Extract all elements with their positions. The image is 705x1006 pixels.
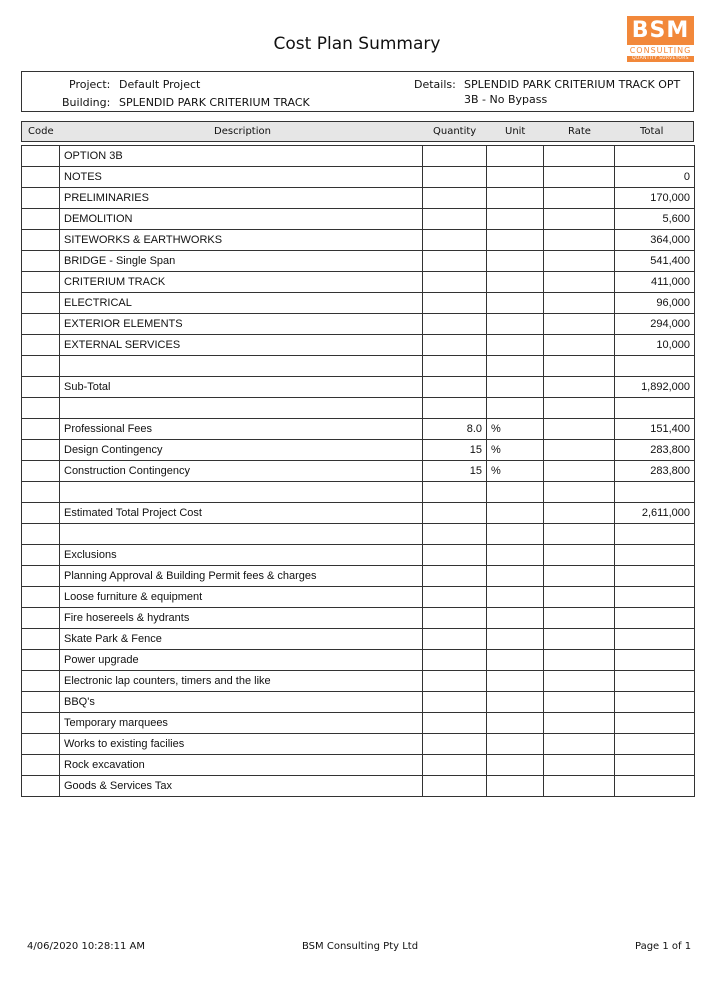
- row-total: 364,000: [615, 230, 695, 251]
- row-rate: [544, 503, 615, 524]
- table-row: [22, 629, 695, 650]
- row-description: ELECTRICAL: [60, 293, 423, 314]
- row-unit: [487, 272, 544, 293]
- row-unit: [487, 251, 544, 272]
- table-row: [22, 398, 695, 419]
- row-rate: [544, 398, 615, 419]
- row-quantity: [423, 335, 487, 356]
- table-row: [22, 335, 695, 356]
- row-description: BBQ's: [60, 692, 423, 713]
- row-total: 10,000: [615, 335, 695, 356]
- row-description: SITEWORKS & EARTHWORKS: [60, 230, 423, 251]
- row-description: PRELIMINARIES: [60, 188, 423, 209]
- details-line-1: SPLENDID PARK CRITERIUM TRACK OPT: [464, 78, 681, 91]
- row-rate: [544, 629, 615, 650]
- row-total: [615, 398, 695, 419]
- row-quantity: [423, 608, 487, 629]
- row-code: [22, 230, 60, 251]
- row-rate: [544, 356, 615, 377]
- row-quantity: [423, 251, 487, 272]
- table-row: [22, 167, 695, 188]
- row-rate: [544, 713, 615, 734]
- cost-table: [21, 145, 695, 797]
- row-unit: [487, 545, 544, 566]
- table-row: [22, 482, 695, 503]
- row-code: [22, 356, 60, 377]
- row-description: Power upgrade: [60, 650, 423, 671]
- col-description: Description: [214, 126, 271, 137]
- row-unit: [487, 608, 544, 629]
- table-row: [22, 314, 695, 335]
- table-header: [21, 121, 694, 142]
- row-total: [615, 146, 695, 167]
- row-quantity: [423, 167, 487, 188]
- row-total: 151,400: [615, 419, 695, 440]
- row-rate: [544, 251, 615, 272]
- table-row: [22, 671, 695, 692]
- row-description: CRITERIUM TRACK: [60, 272, 423, 293]
- row-total: 411,000: [615, 272, 695, 293]
- row-total: 0: [615, 167, 695, 188]
- row-total: [615, 566, 695, 587]
- row-unit: [487, 692, 544, 713]
- row-quantity: [423, 524, 487, 545]
- row-code: [22, 314, 60, 335]
- row-description: Professional Fees: [60, 419, 423, 440]
- row-description: Works to existing facilies: [60, 734, 423, 755]
- row-code: [22, 293, 60, 314]
- row-code: [22, 608, 60, 629]
- row-quantity: [423, 209, 487, 230]
- row-rate: [544, 230, 615, 251]
- row-description: Temporary marquees: [60, 713, 423, 734]
- row-description: EXTERNAL SERVICES: [60, 335, 423, 356]
- row-code: [22, 503, 60, 524]
- row-unit: [487, 524, 544, 545]
- row-total: [615, 776, 695, 797]
- table-row: [22, 230, 695, 251]
- row-description: Planning Approval & Building Permit fees & charges: [60, 566, 423, 587]
- row-quantity: [423, 755, 487, 776]
- row-description: Estimated Total Project Cost: [60, 503, 423, 524]
- project-value: Default Project: [119, 78, 201, 91]
- row-quantity: [423, 503, 487, 524]
- row-code: [22, 734, 60, 755]
- row-rate: [544, 650, 615, 671]
- row-description: [60, 524, 423, 545]
- row-code: [22, 482, 60, 503]
- row-code: [22, 776, 60, 797]
- row-total: [615, 545, 695, 566]
- row-total: [615, 524, 695, 545]
- col-quantity: Quantity: [433, 126, 477, 137]
- row-unit: [487, 503, 544, 524]
- row-quantity: [423, 482, 487, 503]
- row-code: [22, 209, 60, 230]
- row-code: [22, 692, 60, 713]
- row-rate: [544, 377, 615, 398]
- row-total: [615, 608, 695, 629]
- table-row: [22, 188, 695, 209]
- row-quantity: 15: [423, 440, 487, 461]
- table-row: [22, 608, 695, 629]
- row-unit: [487, 398, 544, 419]
- row-rate: [544, 188, 615, 209]
- row-total: 170,000: [615, 188, 695, 209]
- row-description: Loose furniture & equipment: [60, 587, 423, 608]
- row-unit: [487, 188, 544, 209]
- row-rate: [544, 440, 615, 461]
- row-quantity: [423, 146, 487, 167]
- row-description: NOTES: [60, 167, 423, 188]
- table-row: [22, 650, 695, 671]
- row-rate: [544, 209, 615, 230]
- project-label: Project:: [69, 78, 111, 91]
- row-quantity: [423, 398, 487, 419]
- logo-tagline: QUANTITY SURVEYORS: [627, 56, 694, 62]
- row-rate: [544, 293, 615, 314]
- table-row: [22, 755, 695, 776]
- footer-company: BSM Consulting Pty Ltd: [302, 941, 419, 952]
- row-total: 2,611,000: [615, 503, 695, 524]
- table-row: [22, 272, 695, 293]
- row-quantity: [423, 692, 487, 713]
- row-quantity: [423, 776, 487, 797]
- row-code: [22, 167, 60, 188]
- row-rate: [544, 692, 615, 713]
- row-description: [60, 356, 423, 377]
- row-total: 283,800: [615, 440, 695, 461]
- table-row: [22, 146, 695, 167]
- row-total: 294,000: [615, 314, 695, 335]
- row-code: [22, 524, 60, 545]
- row-rate: [544, 272, 615, 293]
- table-row: [22, 776, 695, 797]
- logo-wordmark: BSM: [627, 16, 694, 45]
- row-unit: [487, 587, 544, 608]
- table-row: [22, 713, 695, 734]
- table-row: [22, 293, 695, 314]
- row-quantity: [423, 671, 487, 692]
- row-rate: [544, 146, 615, 167]
- row-quantity: [423, 293, 487, 314]
- col-total: Total: [640, 126, 664, 137]
- row-unit: [487, 209, 544, 230]
- row-total: 1,892,000: [615, 377, 695, 398]
- row-quantity: [423, 272, 487, 293]
- row-rate: [544, 545, 615, 566]
- row-quantity: [423, 314, 487, 335]
- row-description: Skate Park & Fence: [60, 629, 423, 650]
- row-unit: [487, 293, 544, 314]
- row-unit: [487, 146, 544, 167]
- row-total: [615, 755, 695, 776]
- row-rate: [544, 587, 615, 608]
- row-rate: [544, 734, 615, 755]
- col-unit: Unit: [505, 126, 526, 137]
- table-row: [22, 692, 695, 713]
- row-unit: %: [487, 440, 544, 461]
- table-row: [22, 419, 695, 440]
- row-unit: [487, 335, 544, 356]
- row-total: 96,000: [615, 293, 695, 314]
- row-code: [22, 629, 60, 650]
- row-unit: [487, 650, 544, 671]
- table-row: [22, 377, 695, 398]
- row-description: Fire hosereels & hydrants: [60, 608, 423, 629]
- row-total: [615, 629, 695, 650]
- row-total: 283,800: [615, 461, 695, 482]
- row-total: [615, 482, 695, 503]
- row-description: Goods & Services Tax: [60, 776, 423, 797]
- row-rate: [544, 524, 615, 545]
- row-description: Construction Contingency: [60, 461, 423, 482]
- row-description: Design Contingency: [60, 440, 423, 461]
- row-code: [22, 650, 60, 671]
- table-row: [22, 545, 695, 566]
- row-unit: [487, 167, 544, 188]
- row-rate: [544, 461, 615, 482]
- row-unit: [487, 713, 544, 734]
- row-rate: [544, 167, 615, 188]
- row-description: Rock excavation: [60, 755, 423, 776]
- table-row: [22, 587, 695, 608]
- row-quantity: [423, 587, 487, 608]
- row-unit: %: [487, 461, 544, 482]
- row-unit: [487, 671, 544, 692]
- row-description: Exclusions: [60, 545, 423, 566]
- row-rate: [544, 776, 615, 797]
- row-unit: [487, 314, 544, 335]
- row-description: EXTERIOR ELEMENTS: [60, 314, 423, 335]
- row-unit: %: [487, 419, 544, 440]
- row-code: [22, 188, 60, 209]
- row-total: 5,600: [615, 209, 695, 230]
- footer-timestamp: 4/06/2020 10:28:11 AM: [27, 941, 146, 952]
- row-code: [22, 713, 60, 734]
- row-quantity: [423, 356, 487, 377]
- row-rate: [544, 482, 615, 503]
- row-quantity: [423, 629, 487, 650]
- row-unit: [487, 230, 544, 251]
- logo-subtitle: CONSULTING: [629, 46, 692, 55]
- table-row: [22, 503, 695, 524]
- row-rate: [544, 671, 615, 692]
- row-rate: [544, 755, 615, 776]
- row-description: BRIDGE - Single Span: [60, 251, 423, 272]
- row-rate: [544, 335, 615, 356]
- row-quantity: [423, 734, 487, 755]
- row-unit: [487, 566, 544, 587]
- row-code: [22, 251, 60, 272]
- row-description: DEMOLITION: [60, 209, 423, 230]
- row-description: OPTION 3B: [60, 146, 423, 167]
- table-row: [22, 524, 695, 545]
- building-value: SPLENDID PARK CRITERIUM TRACK: [119, 96, 310, 109]
- row-description: [60, 482, 423, 503]
- details-line-2: 3B - No Bypass: [464, 93, 548, 106]
- row-unit: [487, 734, 544, 755]
- row-rate: [544, 419, 615, 440]
- footer-page: Page 1 of 1: [635, 941, 692, 952]
- row-description: Electronic lap counters, timers and the like: [60, 671, 423, 692]
- row-rate: [544, 566, 615, 587]
- row-code: [22, 377, 60, 398]
- col-code: Code: [28, 126, 54, 137]
- table-row: [22, 734, 695, 755]
- row-code: [22, 146, 60, 167]
- row-quantity: [423, 713, 487, 734]
- company-logo: [627, 16, 694, 62]
- row-code: [22, 461, 60, 482]
- table-row: [22, 461, 695, 482]
- row-total: [615, 356, 695, 377]
- col-rate: Rate: [568, 126, 591, 137]
- row-quantity: [423, 377, 487, 398]
- row-code: [22, 398, 60, 419]
- row-code: [22, 440, 60, 461]
- row-quantity: [423, 650, 487, 671]
- details-label: Details:: [414, 78, 456, 91]
- row-unit: [487, 377, 544, 398]
- project-info-box: [21, 71, 694, 112]
- row-code: [22, 272, 60, 293]
- row-rate: [544, 314, 615, 335]
- row-rate: [544, 608, 615, 629]
- row-total: [615, 650, 695, 671]
- row-total: [615, 587, 695, 608]
- row-description: [60, 398, 423, 419]
- row-total: [615, 734, 695, 755]
- row-code: [22, 587, 60, 608]
- row-description: Sub-Total: [60, 377, 423, 398]
- table-row: [22, 209, 695, 230]
- row-unit: [487, 356, 544, 377]
- table-row: [22, 356, 695, 377]
- row-total: 541,400: [615, 251, 695, 272]
- row-unit: [487, 629, 544, 650]
- row-quantity: [423, 230, 487, 251]
- row-quantity: [423, 545, 487, 566]
- row-code: [22, 545, 60, 566]
- row-code: [22, 671, 60, 692]
- building-label: Building:: [62, 96, 111, 109]
- row-quantity: 8.0: [423, 419, 487, 440]
- row-quantity: [423, 188, 487, 209]
- row-code: [22, 566, 60, 587]
- row-unit: [487, 755, 544, 776]
- row-total: [615, 692, 695, 713]
- table-row: [22, 251, 695, 272]
- row-quantity: 15: [423, 461, 487, 482]
- row-code: [22, 755, 60, 776]
- row-total: [615, 671, 695, 692]
- row-code: [22, 419, 60, 440]
- table-row: [22, 440, 695, 461]
- row-unit: [487, 482, 544, 503]
- table-row: [22, 566, 695, 587]
- row-code: [22, 335, 60, 356]
- row-unit: [487, 776, 544, 797]
- page-title: Cost Plan Summary: [273, 34, 441, 54]
- row-total: [615, 713, 695, 734]
- row-quantity: [423, 566, 487, 587]
